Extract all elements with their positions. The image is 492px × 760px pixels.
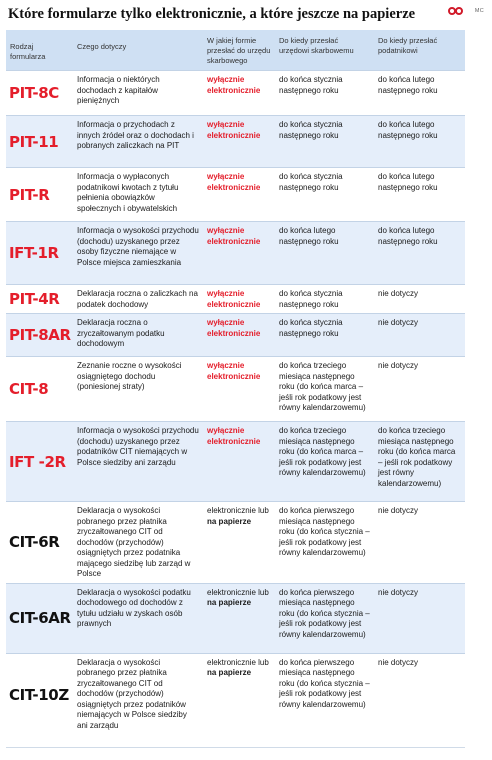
table-row	[6, 222, 465, 285]
double-ring-logo-icon	[448, 7, 464, 16]
column-header-office-deadline: Do kiedy przesłać urzędowi skarbowemu	[279, 36, 354, 55]
submission-method-primary: wyłącznie elektronicznie	[207, 318, 261, 338]
office-deadline: do końca stycznia następnego roku	[279, 318, 343, 338]
title-bar	[8, 4, 484, 28]
submission-method	[203, 357, 275, 422]
column-header-subject: Czego dotyczy	[77, 42, 127, 51]
taxpayer-deadline: nie dotyczy	[378, 506, 419, 515]
submission-method-primary: wyłącznie elektronicznie	[207, 226, 261, 246]
office-deadline: do końca trzeciego miesiąca następnego roku (do końca marca – jeśli rok podatkowy jest równy kalendarzowemu)	[279, 426, 366, 477]
form-code: CIT-8	[9, 380, 49, 398]
submission-method	[203, 502, 275, 584]
submission-method	[203, 285, 275, 314]
taxpayer-deadline: nie dotyczy	[378, 587, 419, 597]
taxpayer-deadline: do końca lutego następnego roku	[378, 75, 438, 95]
submission-method	[203, 71, 275, 116]
taxpayer-deadline: do końca lutego następnego roku	[378, 172, 438, 192]
form-code: PIT-8C	[9, 84, 59, 102]
table-row	[6, 116, 465, 168]
submission-method-primary: elektronicznie lub	[207, 657, 269, 667]
table-row	[6, 168, 465, 222]
taxpayer-deadline: do końca lutego następnego roku	[378, 226, 438, 246]
form-subject: Deklaracja roczna o zaliczkach na podatek dochodowy	[77, 289, 198, 309]
form-code: IFT -2R	[9, 452, 66, 471]
submission-method	[203, 222, 275, 285]
page-title: Które formularze tylko elektronicznie, a które jeszcze na papierze	[8, 6, 416, 22]
column-header-taxpayer-deadline: Do kiedy przesłać podatnikowi	[378, 36, 438, 55]
office-deadline: do końca trzeciego miesiąca następnego roku (do końca marca – jeśli rok podatkowy jest równy kalendarzowemu)	[279, 361, 366, 412]
form-subject: Deklaracja o wysokości podatku dochodowego od dochodów z tytułu udziału w zyskach osób prawnych	[77, 587, 191, 628]
office-deadline: do końca pierwszego miesiąca następnego roku (do końca stycznia – jeśli rok podatkowy jest równy kalendarzowemu)	[279, 506, 370, 557]
table-row	[6, 422, 465, 502]
form-subject: Zeznanie roczne o wysokości osiągniętego dochodu (poniesionej straty)	[77, 361, 182, 391]
submission-method	[203, 583, 275, 653]
form-code: CIT-10Z	[9, 686, 69, 705]
submission-method	[203, 116, 275, 168]
submission-method-primary: wyłącznie elektronicznie	[207, 361, 261, 381]
form-code: CIT-6AR	[9, 609, 71, 627]
submission-method	[203, 168, 275, 222]
office-deadline: do końca pierwszego miesiąca następnego roku (do końca stycznia – jeśli rok podatkowy jest równy kalendarzowemu)	[279, 587, 370, 639]
office-deadline: do końca stycznia następnego roku	[279, 172, 343, 192]
submission-method	[203, 653, 275, 737]
submission-method-paper: na papierze	[207, 598, 252, 607]
submission-method-primary: wyłącznie elektronicznie	[207, 426, 261, 446]
column-header-submission-method: W jakiej formie przesłać do urzędu skarbowego	[207, 36, 271, 65]
submission-method	[203, 422, 275, 502]
submission-method-primary: wyłącznie elektronicznie	[207, 289, 261, 309]
office-deadline: do końca pierwszego miesiąca następnego roku (do końca stycznia – jeśli rok podatkowy jest równy kalendarzowemu)	[279, 657, 370, 709]
taxpayer-deadline: nie dotyczy	[378, 361, 419, 370]
form-code: PIT-11	[9, 132, 59, 151]
form-subject: Deklaracja o wysokości pobranego przez płatnika zryczałtowanego CIT od dochodów (przychodów) osiągniętych przez podatnika mającego siedzibę lub zarząd w Polsce	[77, 506, 191, 578]
form-subject: Informacja o przychodach z innych źródeł oraz o dochodach i pobranych zaliczkach na PIT	[77, 120, 194, 150]
table-row	[6, 285, 465, 314]
form-subject: Informacja o wysokości przychodu (dochodu) uzyskanego przez podatników CIT niemających w Polsce siedziby ani zarządu	[77, 426, 199, 467]
submission-method-primary: wyłącznie elektronicznie	[207, 172, 261, 192]
submission-method-paper: na papierze	[207, 516, 252, 526]
table-header-row	[6, 30, 465, 71]
submission-method-primary: wyłącznie elektronicznie	[207, 120, 261, 140]
tax-forms-table	[6, 30, 465, 737]
office-deadline: do końca stycznia następnego roku	[279, 289, 343, 309]
table-row	[6, 583, 465, 653]
bottom-divider	[6, 747, 465, 748]
form-subject: Informacja o niektórych dochodach z kapitałów pieniężnych	[77, 75, 160, 105]
form-code: IFT-1R	[9, 244, 59, 262]
submission-method-paper: na papierze	[207, 668, 252, 677]
table-row	[6, 71, 465, 116]
table-row	[6, 357, 465, 422]
form-subject: Informacja o wysokości przychodu (dochodu) uzyskanego przez osoby fizyczne niemające w Polsce miejsca zamieszkania	[77, 226, 199, 267]
submission-method-primary: elektronicznie lub	[207, 506, 269, 515]
table-row	[6, 314, 465, 357]
submission-method-primary: wyłącznie elektronicznie	[207, 75, 261, 95]
taxpayer-deadline: do końca lutego następnego roku	[378, 120, 438, 140]
form-subject: Informacja o wypłaconych podatnikowi kwotach z tytułu pełnienia obowiązków społecznych i obywatelskich	[77, 172, 179, 213]
office-deadline: do końca lutego następnego roku	[279, 226, 339, 246]
form-subject: Deklaracja roczna o zryczałtowanym podatku dochodowym	[77, 318, 165, 348]
column-header-form-type: Rodzaj formularza	[10, 42, 46, 61]
credit-label: MC	[474, 8, 484, 14]
taxpayer-deadline: do końca trzeciego miesiąca następnego roku (do końca marca – jeśli rok podatkowy jest równy kalendarzowemu)	[378, 426, 456, 488]
office-deadline: do końca stycznia następnego roku	[279, 120, 343, 140]
table-row	[6, 653, 465, 737]
submission-method	[203, 314, 275, 357]
form-code: PIT-4R	[9, 290, 60, 308]
form-subject: Deklaracja o wysokości pobranego przez płatnika zryczałtowanego CIT od dochodów (przychodów) osiągniętych przez podatników niemających w Polsce siedziby ani zarządu	[77, 657, 187, 730]
taxpayer-deadline: nie dotyczy	[378, 657, 419, 667]
table-row	[6, 502, 465, 584]
office-deadline: do końca stycznia następnego roku	[279, 75, 343, 95]
taxpayer-deadline: nie dotyczy	[378, 289, 419, 298]
form-code: PIT-R	[9, 185, 50, 204]
taxpayer-deadline: nie dotyczy	[378, 318, 419, 327]
form-code: PIT-8AR	[9, 326, 71, 344]
form-code: CIT-6R	[9, 533, 60, 552]
submission-method-primary: elektronicznie lub	[207, 587, 269, 597]
